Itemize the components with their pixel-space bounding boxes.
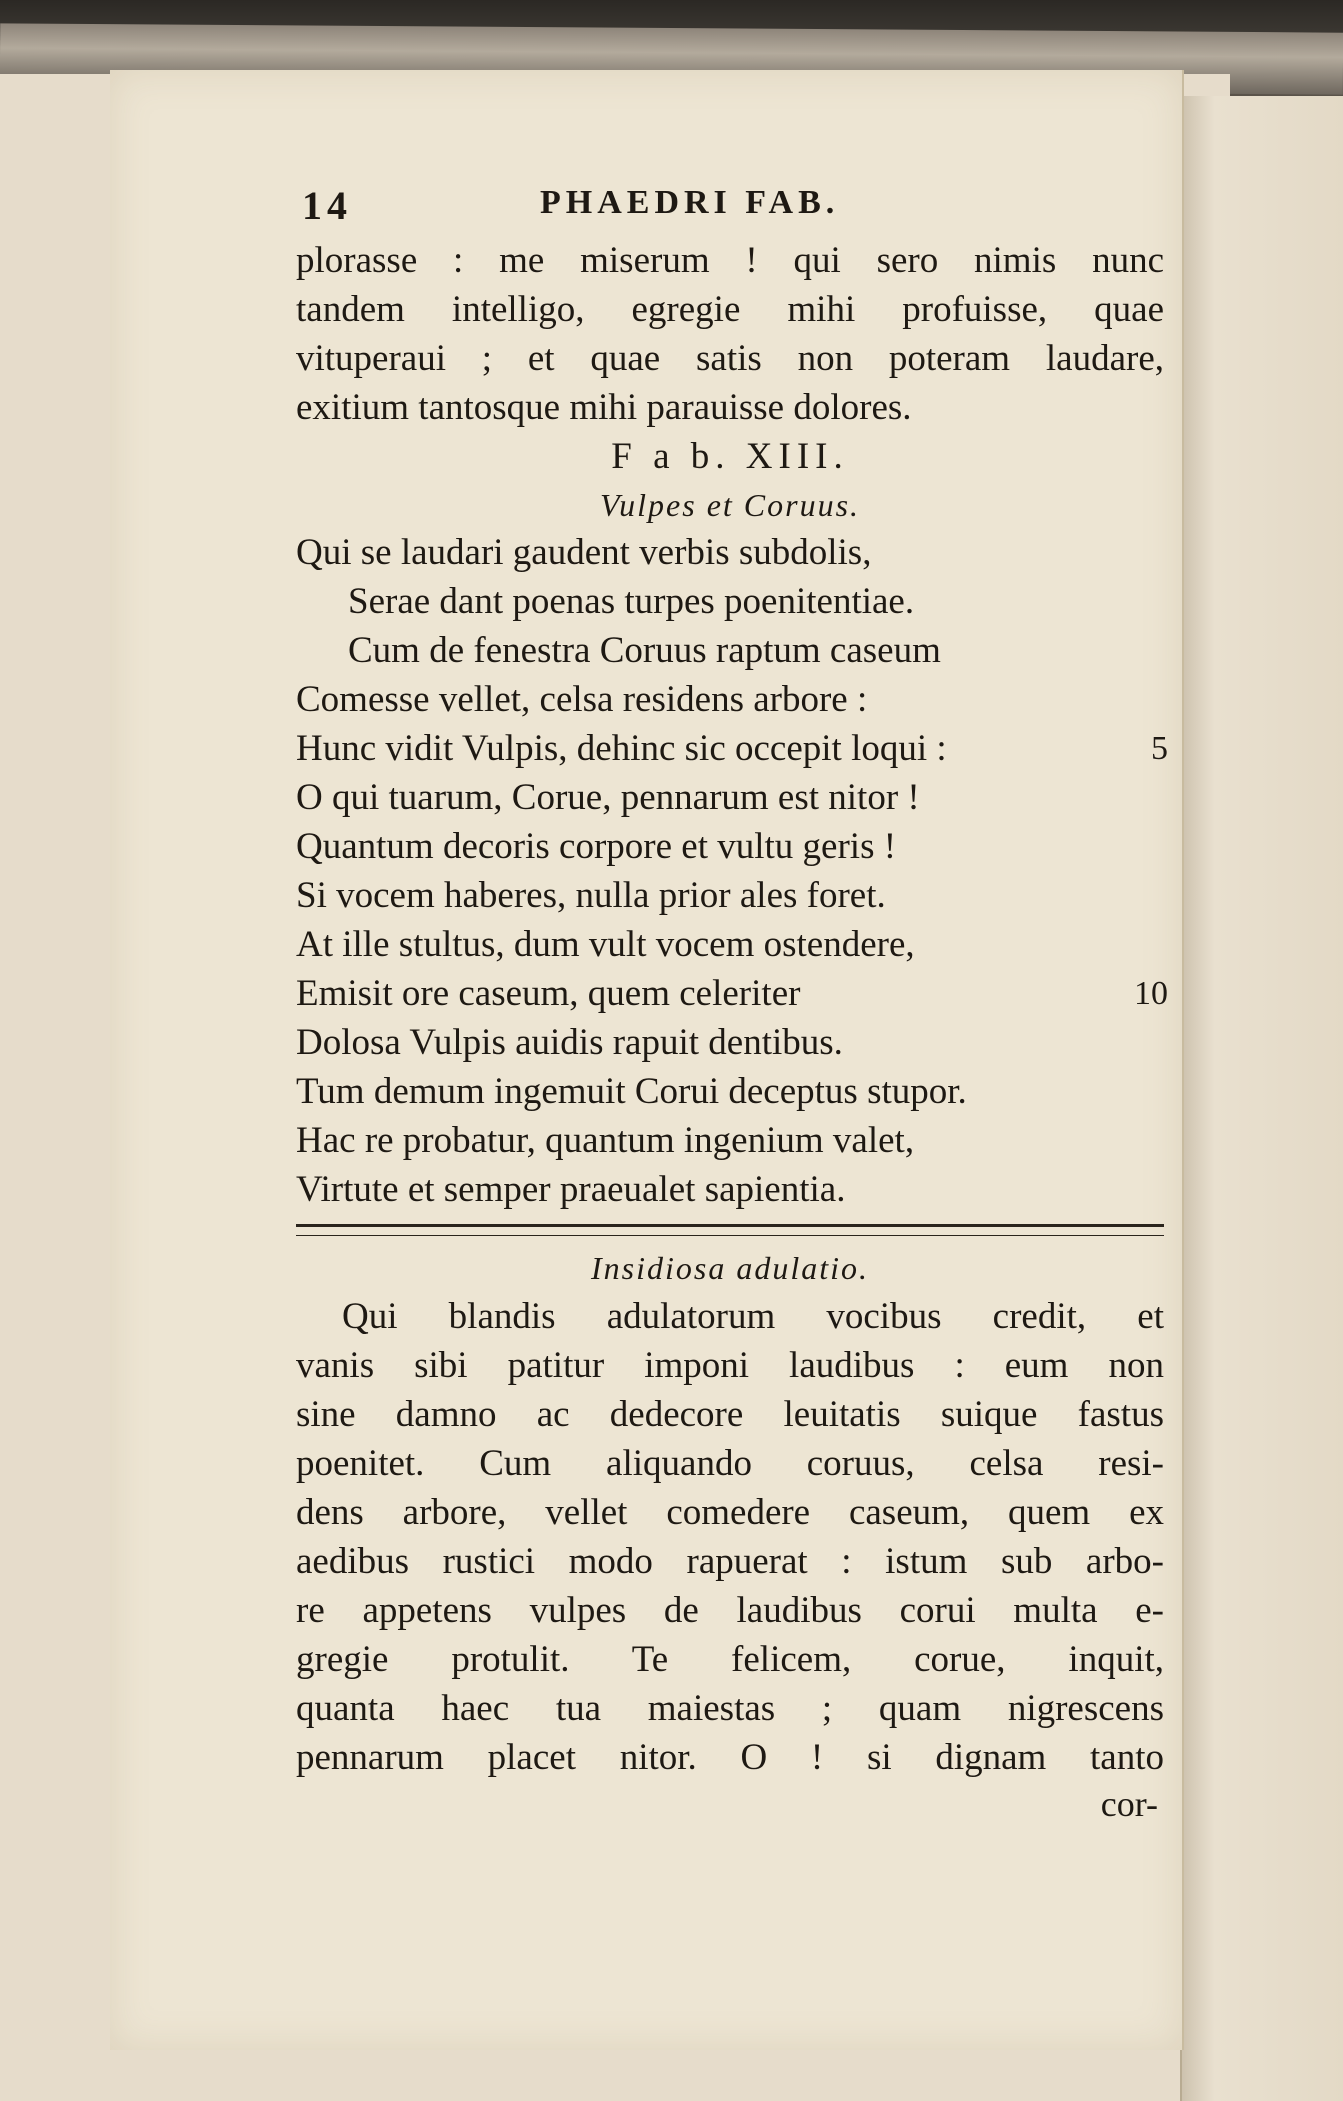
verse-line: Hac re probatur, quantum ingenium valet,: [296, 1120, 915, 1161]
running-title: PHAEDRI FAB.: [540, 184, 840, 221]
fable-subtitle: Vulpes et Coruus.: [599, 487, 861, 523]
verse-text: Emisit ore caseum, quem celeriter: [296, 973, 801, 1014]
verse-line: Cum de fenestra Coruus raptum caseum: [348, 630, 941, 671]
verse-line: Comesse vellet, celsa residens arbore :: [296, 679, 868, 720]
verse-text: Hunc vidit Vulpis, dehinc sic occepit loqui :: [296, 728, 947, 769]
verse-line-5: [296, 724, 1168, 773]
fable-verses: [296, 528, 1168, 1214]
prose-line: Qui blandis adulatorum vocibus credit, et: [342, 1296, 1164, 1337]
verse-line: Quantum decoris corpore et vultu geris !: [296, 826, 897, 867]
prose-line: quanta haec tua maiestas ; quam nigrescens: [296, 1688, 1164, 1729]
verse-line-10: [296, 969, 1168, 1018]
prose-line: aedibus rustici modo rapuerat : istum sub arbo-: [296, 1541, 1164, 1582]
line-number-marker: 5: [1151, 730, 1168, 767]
prose-line: dens arbore, vellet comedere caseum, quem ex: [296, 1492, 1164, 1533]
verse-line: Serae dant poenas turpes poenitentiae.: [348, 581, 915, 622]
prose-paragraph: [296, 1292, 1164, 1782]
facing-page-edge: [1180, 96, 1343, 2101]
prose-line: plorasse : me miserum ! qui sero nimis nunc: [296, 240, 1164, 281]
prose-line: exitium tantosque mihi parauisse dolores.: [296, 387, 912, 428]
verse-line: Virtute et semper praeualet sapientia.: [296, 1169, 846, 1210]
prose-line: tandem intelligo, egregie mihi profuisse, quae: [296, 289, 1164, 330]
prose-line: vituperaui ; et quae satis non poteram laudare,: [296, 338, 1164, 379]
verse-line: Qui se laudari gaudent verbis subdolis,: [296, 532, 872, 573]
prose-line: poenitet. Cum aliquando coruus, celsa resi-: [296, 1443, 1164, 1484]
prose-line: vanis sibi patitur imponi laudibus : eum non: [296, 1345, 1164, 1386]
page-header: [296, 182, 1164, 236]
fable-title: F a b. XIII.: [611, 436, 849, 477]
verse-line: Si vocem haberes, nulla prior ales foret.: [296, 875, 886, 916]
verse-line: O qui tuarum, Corue, pennarum est nitor !: [296, 777, 920, 818]
verse-line: Tum demum ingemuit Corui deceptus stupor.: [296, 1071, 967, 1112]
section-title: Insidiosa adulatio.: [590, 1250, 869, 1286]
previous-fable-ending: [296, 236, 1164, 432]
section-divider: [296, 1224, 1164, 1236]
catchword: cor-: [1100, 1784, 1158, 1824]
prose-line: sine damno ac dedecore leuitatis suique fastus: [296, 1394, 1164, 1435]
verse-line: At ille stultus, dum vult vocem ostendere,: [296, 924, 915, 965]
page-number: 14: [302, 183, 352, 228]
verse-line: Dolosa Vulpis auidis rapuit dentibus.: [296, 1022, 843, 1063]
show-through-text: [1200, 246, 1210, 442]
prose-line: gregie protulit. Te felicem, corue, inquit,: [296, 1639, 1164, 1680]
prose-line: re appetens vulpes de laudibus corui multa e-: [296, 1590, 1164, 1631]
line-number-marker: 10: [1134, 975, 1168, 1012]
page-text-block: [296, 182, 1168, 1826]
prose-line: pennarum placet nitor. O ! si dignam tanto: [296, 1737, 1164, 1778]
